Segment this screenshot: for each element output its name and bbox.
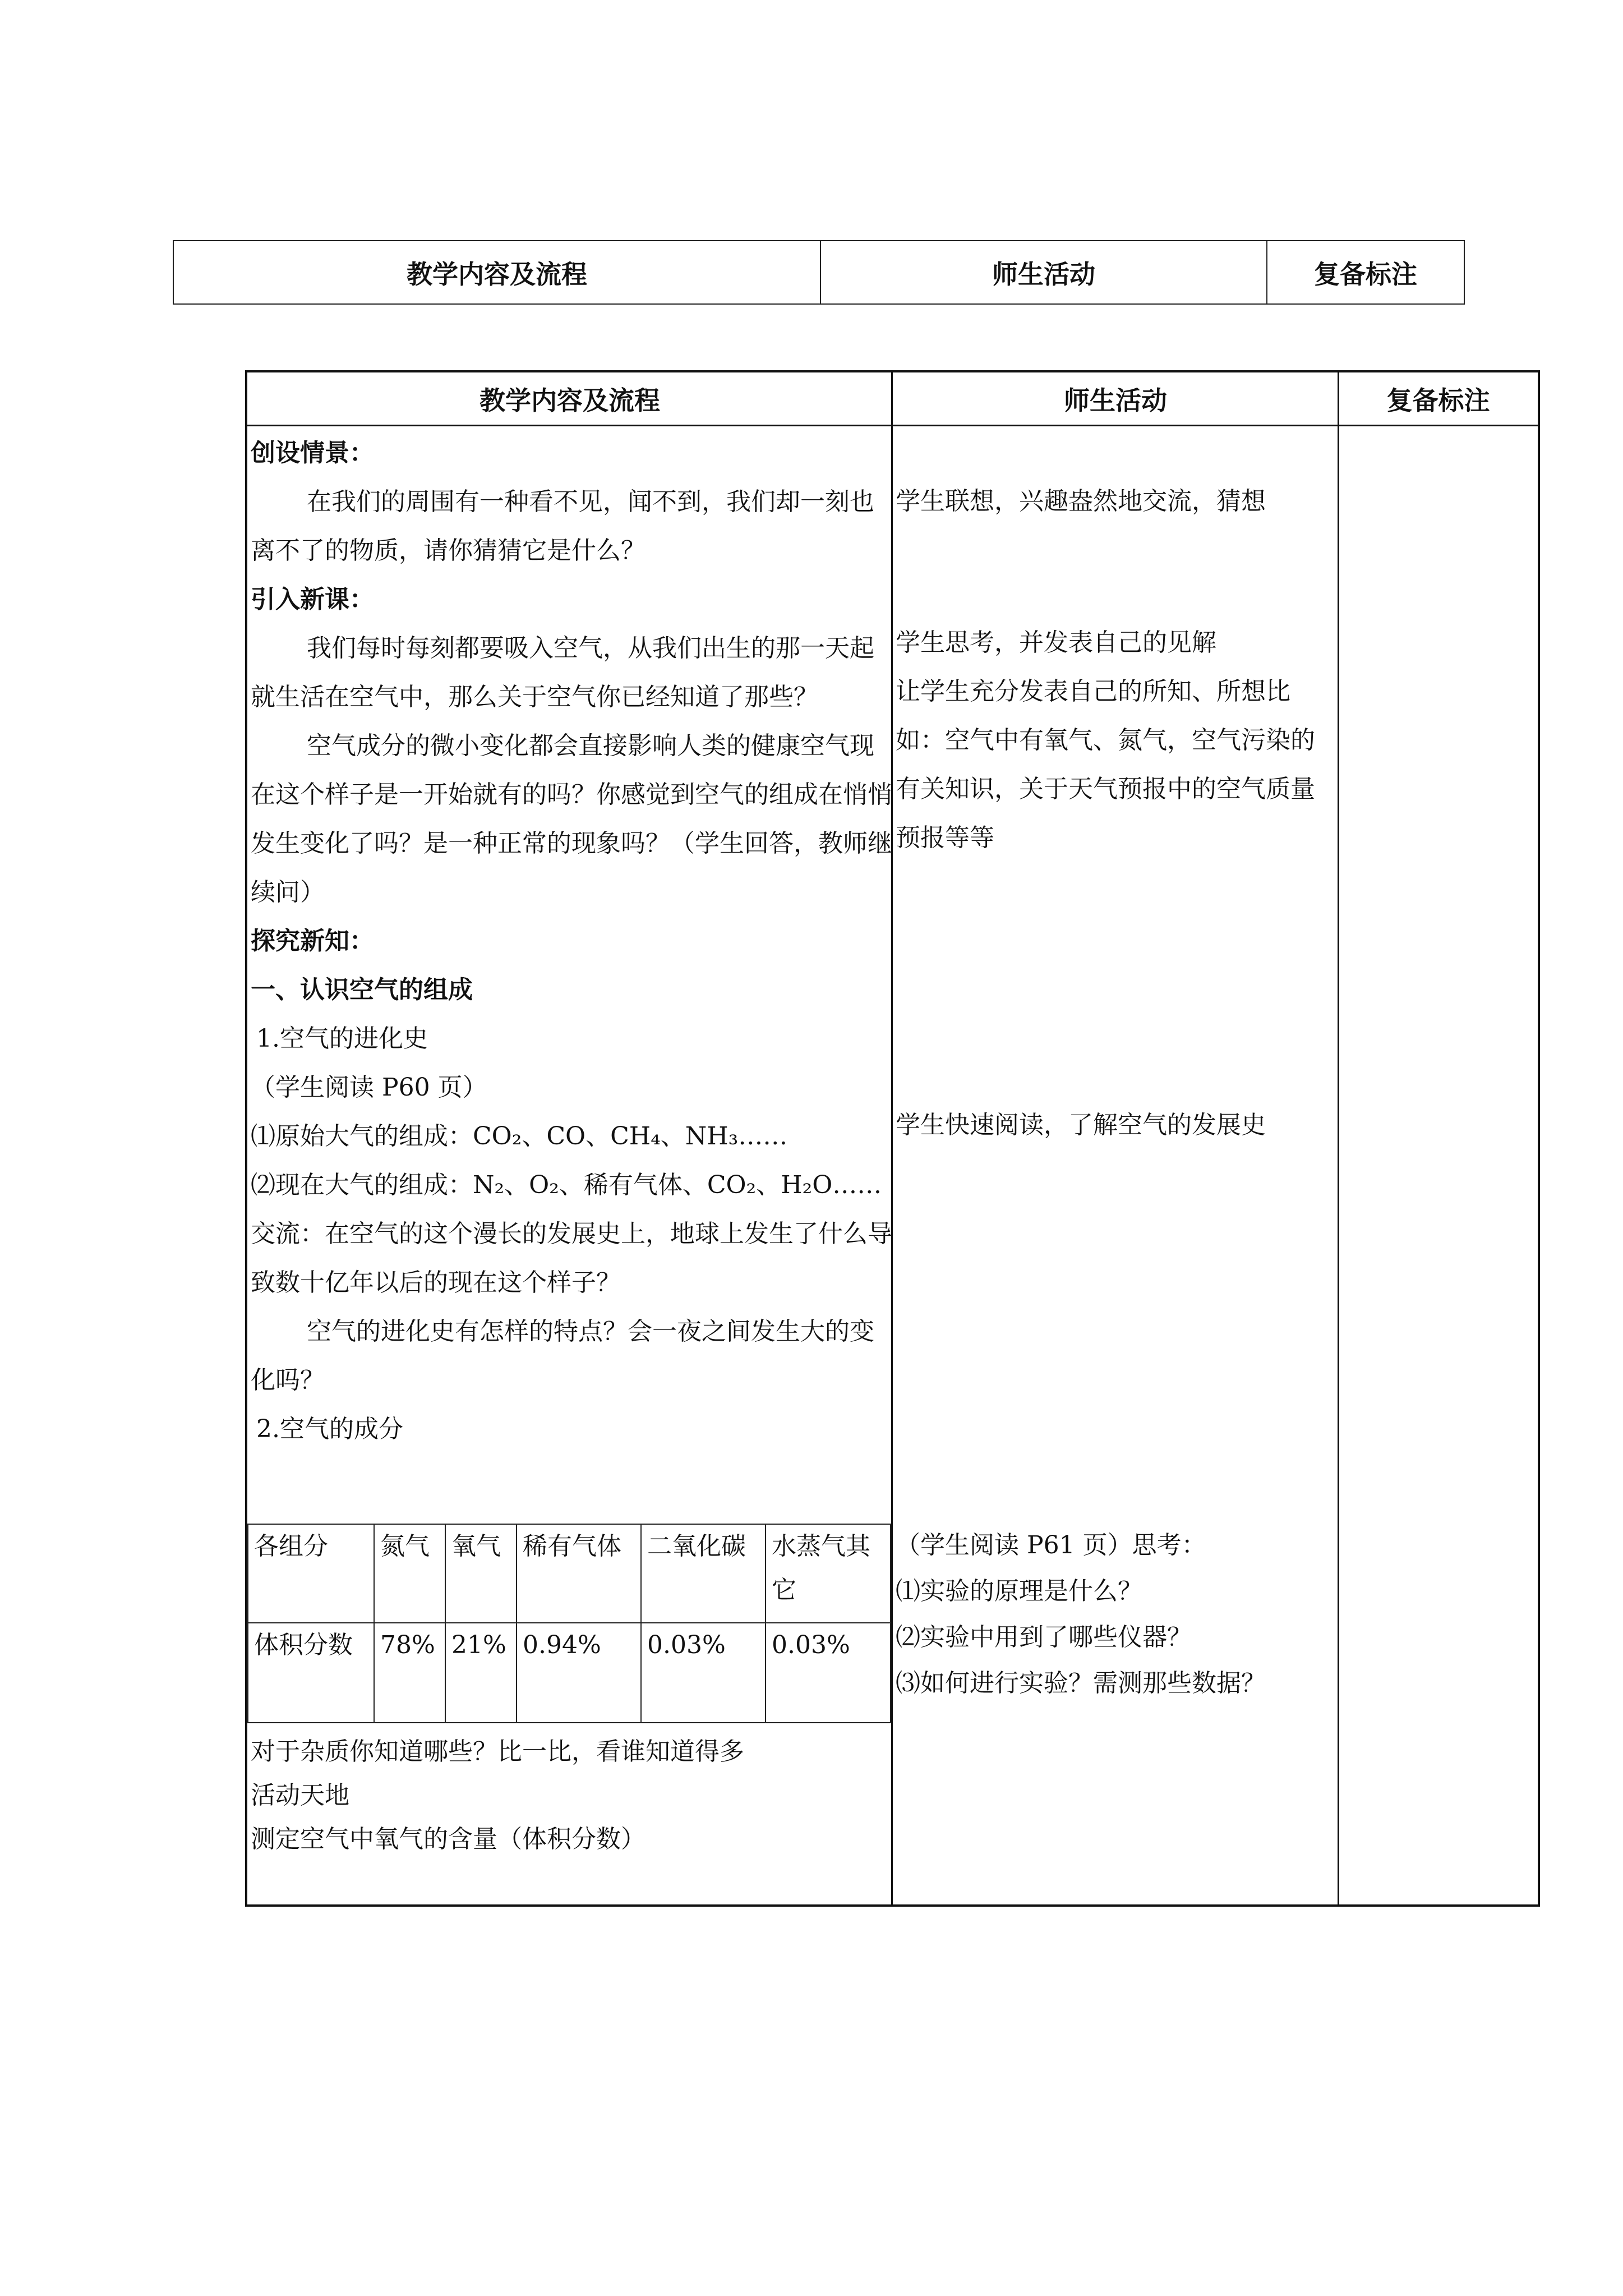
activity-text: 学生联想，兴趣盎然地交流，猜想 [896, 487, 1266, 516]
activity-text: 学生思考，并发表自己的见解 [896, 628, 1216, 657]
activity-text: 测定空气中氧气的含量（体积分数） [251, 1825, 645, 1853]
header-activities: 师生活动 [821, 241, 1267, 303]
main-header-activities: 师生活动 [892, 372, 1339, 426]
main-header-notes: 复备标注 [1339, 372, 1538, 426]
activity-text: ⑴实验的原理是什么？ [896, 1577, 1142, 1605]
main-header-teaching-content: 教学内容及流程 [247, 372, 892, 426]
table-cell: 稀有气体 [517, 1524, 641, 1623]
section-title-intro: 引入新课： [251, 585, 374, 614]
item-evolution-a: ⑴原始大气的组成：CO₂、CO、CH₄、NH₃…… [251, 1122, 788, 1151]
item-evolution-title: 1.空气的进化史 [256, 1024, 428, 1053]
activity-3 [896, 1101, 1339, 1149]
subsection-title: 一、认识空气的组成 [251, 976, 473, 1004]
activity-text: （学生阅读 P61 页）思考： [896, 1531, 1206, 1559]
table-cell: 各组分 [248, 1524, 374, 1623]
table-cell: 0.94% [517, 1623, 641, 1723]
item-evolution-read: （学生阅读 P60 页） [251, 1073, 487, 1102]
header-table-top [173, 240, 1465, 305]
table-cell: 0.03% [641, 1623, 766, 1723]
section-title-scenario: 创设情景： [251, 439, 374, 467]
activity-text: 让学生充分发表自己的所知、所想比如：空气中有氧气、氮气，空气污染的有关知识，关于天气预报中的空气质量预报等等 [896, 677, 1315, 852]
intro-text-1: 我们每时每刻都要吸入空气，从我们出生的那一天起就生活在空气中，那么关于空气你已经知道了那些？ [251, 634, 874, 711]
intro-text-2: 空气成分的微小变化都会直接影响人类的健康空气现在这个样子是一开始就有的吗？你感觉到空气的组成在悄悄发生变化了吗？是一种正常的现象吗？（学生回答，教师继续问） [251, 731, 892, 907]
activity-text: ⑶如何进行实验？需测那些数据？ [896, 1669, 1266, 1697]
table-cell: 氧气 [445, 1524, 517, 1623]
lesson-table [245, 370, 1540, 1907]
table-cell: 78% [374, 1623, 445, 1723]
teaching-content-column [251, 429, 892, 1453]
table-cell: 二氧化碳 [641, 1524, 766, 1623]
table-cell: 0.03% [766, 1623, 891, 1723]
scenario-text: 在我们的周围有一种看不见，闻不到，我们却一刻也离不了的物质，请你猜猜它是什么？ [251, 487, 874, 565]
table-cell: 水蒸气其它 [766, 1524, 891, 1623]
activity-4 [896, 1522, 1339, 1706]
discussion-text-2: 空气的进化史有怎样的特点？会一夜之间发生大的变化吗？ [251, 1317, 874, 1395]
table-cell: 氮气 [374, 1524, 445, 1623]
item-evolution-b: ⑵现在大气的组成：N₂、O₂、稀有气体、CO₂、H₂O…… [251, 1171, 882, 1199]
table-row [248, 1623, 891, 1723]
activity-title: 活动天地 [251, 1781, 349, 1810]
table-cell: 体积分数 [248, 1623, 374, 1723]
section-title-explore: 探究新知： [251, 927, 374, 955]
impurity-text: 对于杂质你知道哪些？比一比，看谁知道得多 [251, 1737, 744, 1766]
header-teaching-content: 教学内容及流程 [174, 241, 821, 303]
teaching-content-tail [251, 1730, 892, 1861]
activity-text: ⑵实验中用到了哪些仪器？ [896, 1623, 1192, 1651]
table-row [248, 1524, 891, 1623]
activity-2 [896, 618, 1339, 862]
item-composition-title: 2.空气的成分 [256, 1415, 403, 1443]
table-cell: 21% [445, 1623, 517, 1723]
header-notes: 复备标注 [1314, 259, 1417, 289]
discussion-text: 交流：在空气的这个漫长的发展史上，地球上发生了什么导致数十亿年以后的现在这个样子？ [251, 1220, 892, 1297]
composition-table [247, 1524, 891, 1723]
activity-text: 学生快速阅读，了解空气的发展史 [896, 1111, 1266, 1139]
activity-1 [896, 477, 1339, 526]
